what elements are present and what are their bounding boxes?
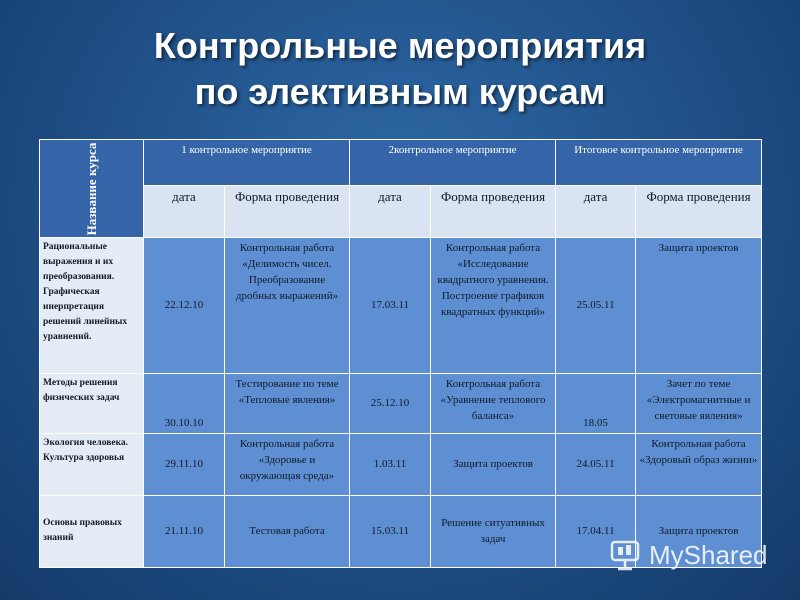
form-subheader-3: Форма проведения <box>636 186 762 238</box>
event2-date: 1.03.11 <box>350 433 431 495</box>
date-subheader-3: дата <box>556 186 636 238</box>
final-form: Контрольная работа «Здоровый образ жизни» <box>636 433 762 495</box>
event1-date: 29.11.10 <box>144 433 225 495</box>
final-date: 25.05.11 <box>556 238 636 373</box>
event2-date: 25.12.10 <box>350 373 431 433</box>
slide-title-line1: Контрольные мероприятия <box>153 25 647 66</box>
final-date: 18.05 <box>556 373 636 433</box>
watermark-text: MyShared <box>649 539 768 570</box>
myshared-watermark <box>609 536 784 574</box>
course-name: Основы правовых знаний <box>40 495 144 567</box>
event2-form: Контрольная работа «Исследование квадратного уравнения. Построение графиков квадратных функций» <box>431 238 556 373</box>
course-name-header: Название курса <box>40 140 144 238</box>
table-row <box>40 433 762 495</box>
event1-date: 22.12.10 <box>144 238 225 373</box>
event1-header: 1 контрольное мероприятие <box>144 140 350 186</box>
event2-form: Контрольная работа «Уравнение теплового баланса» <box>431 373 556 433</box>
event1-form: Тестовая работа <box>225 495 350 567</box>
form-subheader-2: Форма проведения <box>431 186 556 238</box>
event2-header: 2контрольное мероприятие <box>350 140 556 186</box>
events-table <box>39 139 762 568</box>
event1-form: Контрольная работа «Здоровье и окружающая среда» <box>225 433 350 495</box>
course-name: Экология человека. Культура здоровья <box>40 433 144 495</box>
final-event-header: Итоговое контрольное мероприятие <box>556 140 762 186</box>
date-subheader-1: дата <box>144 186 225 238</box>
event2-form: Защита проектов <box>431 433 556 495</box>
date-subheader-2: дата <box>350 186 431 238</box>
event2-date: 15.03.11 <box>350 495 431 567</box>
course-name: Методы решения физических задач <box>40 373 144 433</box>
event1-form: Контрольная работа «Делимость чисел. Преобразование дробных выражений» <box>225 238 350 373</box>
myshared-logo-icon <box>609 538 643 572</box>
table-row <box>40 238 762 373</box>
final-date: 17.04.11 <box>556 495 636 567</box>
final-date: 24.05.11 <box>556 433 636 495</box>
final-form: Защита проектов <box>636 495 762 567</box>
course-name: Рациональные выражения и их преобразования. Графическая инерпретация решений линейных уравнений. <box>40 238 144 373</box>
event2-form: Решение ситуативных задач <box>431 495 556 567</box>
form-subheader-1: Форма проведения <box>225 186 350 238</box>
event1-date: 21.11.10 <box>144 495 225 567</box>
table-row <box>40 373 762 433</box>
event2-date: 17.03.11 <box>350 238 431 373</box>
final-form: Защита проектов <box>636 238 762 373</box>
slide-title-line2: по элективным курсам <box>194 71 606 112</box>
event1-form: Тестирование по теме «Тепловые явления» <box>225 373 350 433</box>
event1-date: 30.10.10 <box>144 373 225 433</box>
final-form: Зачет по теме «Электромагнитные и световые явления» <box>636 373 762 433</box>
